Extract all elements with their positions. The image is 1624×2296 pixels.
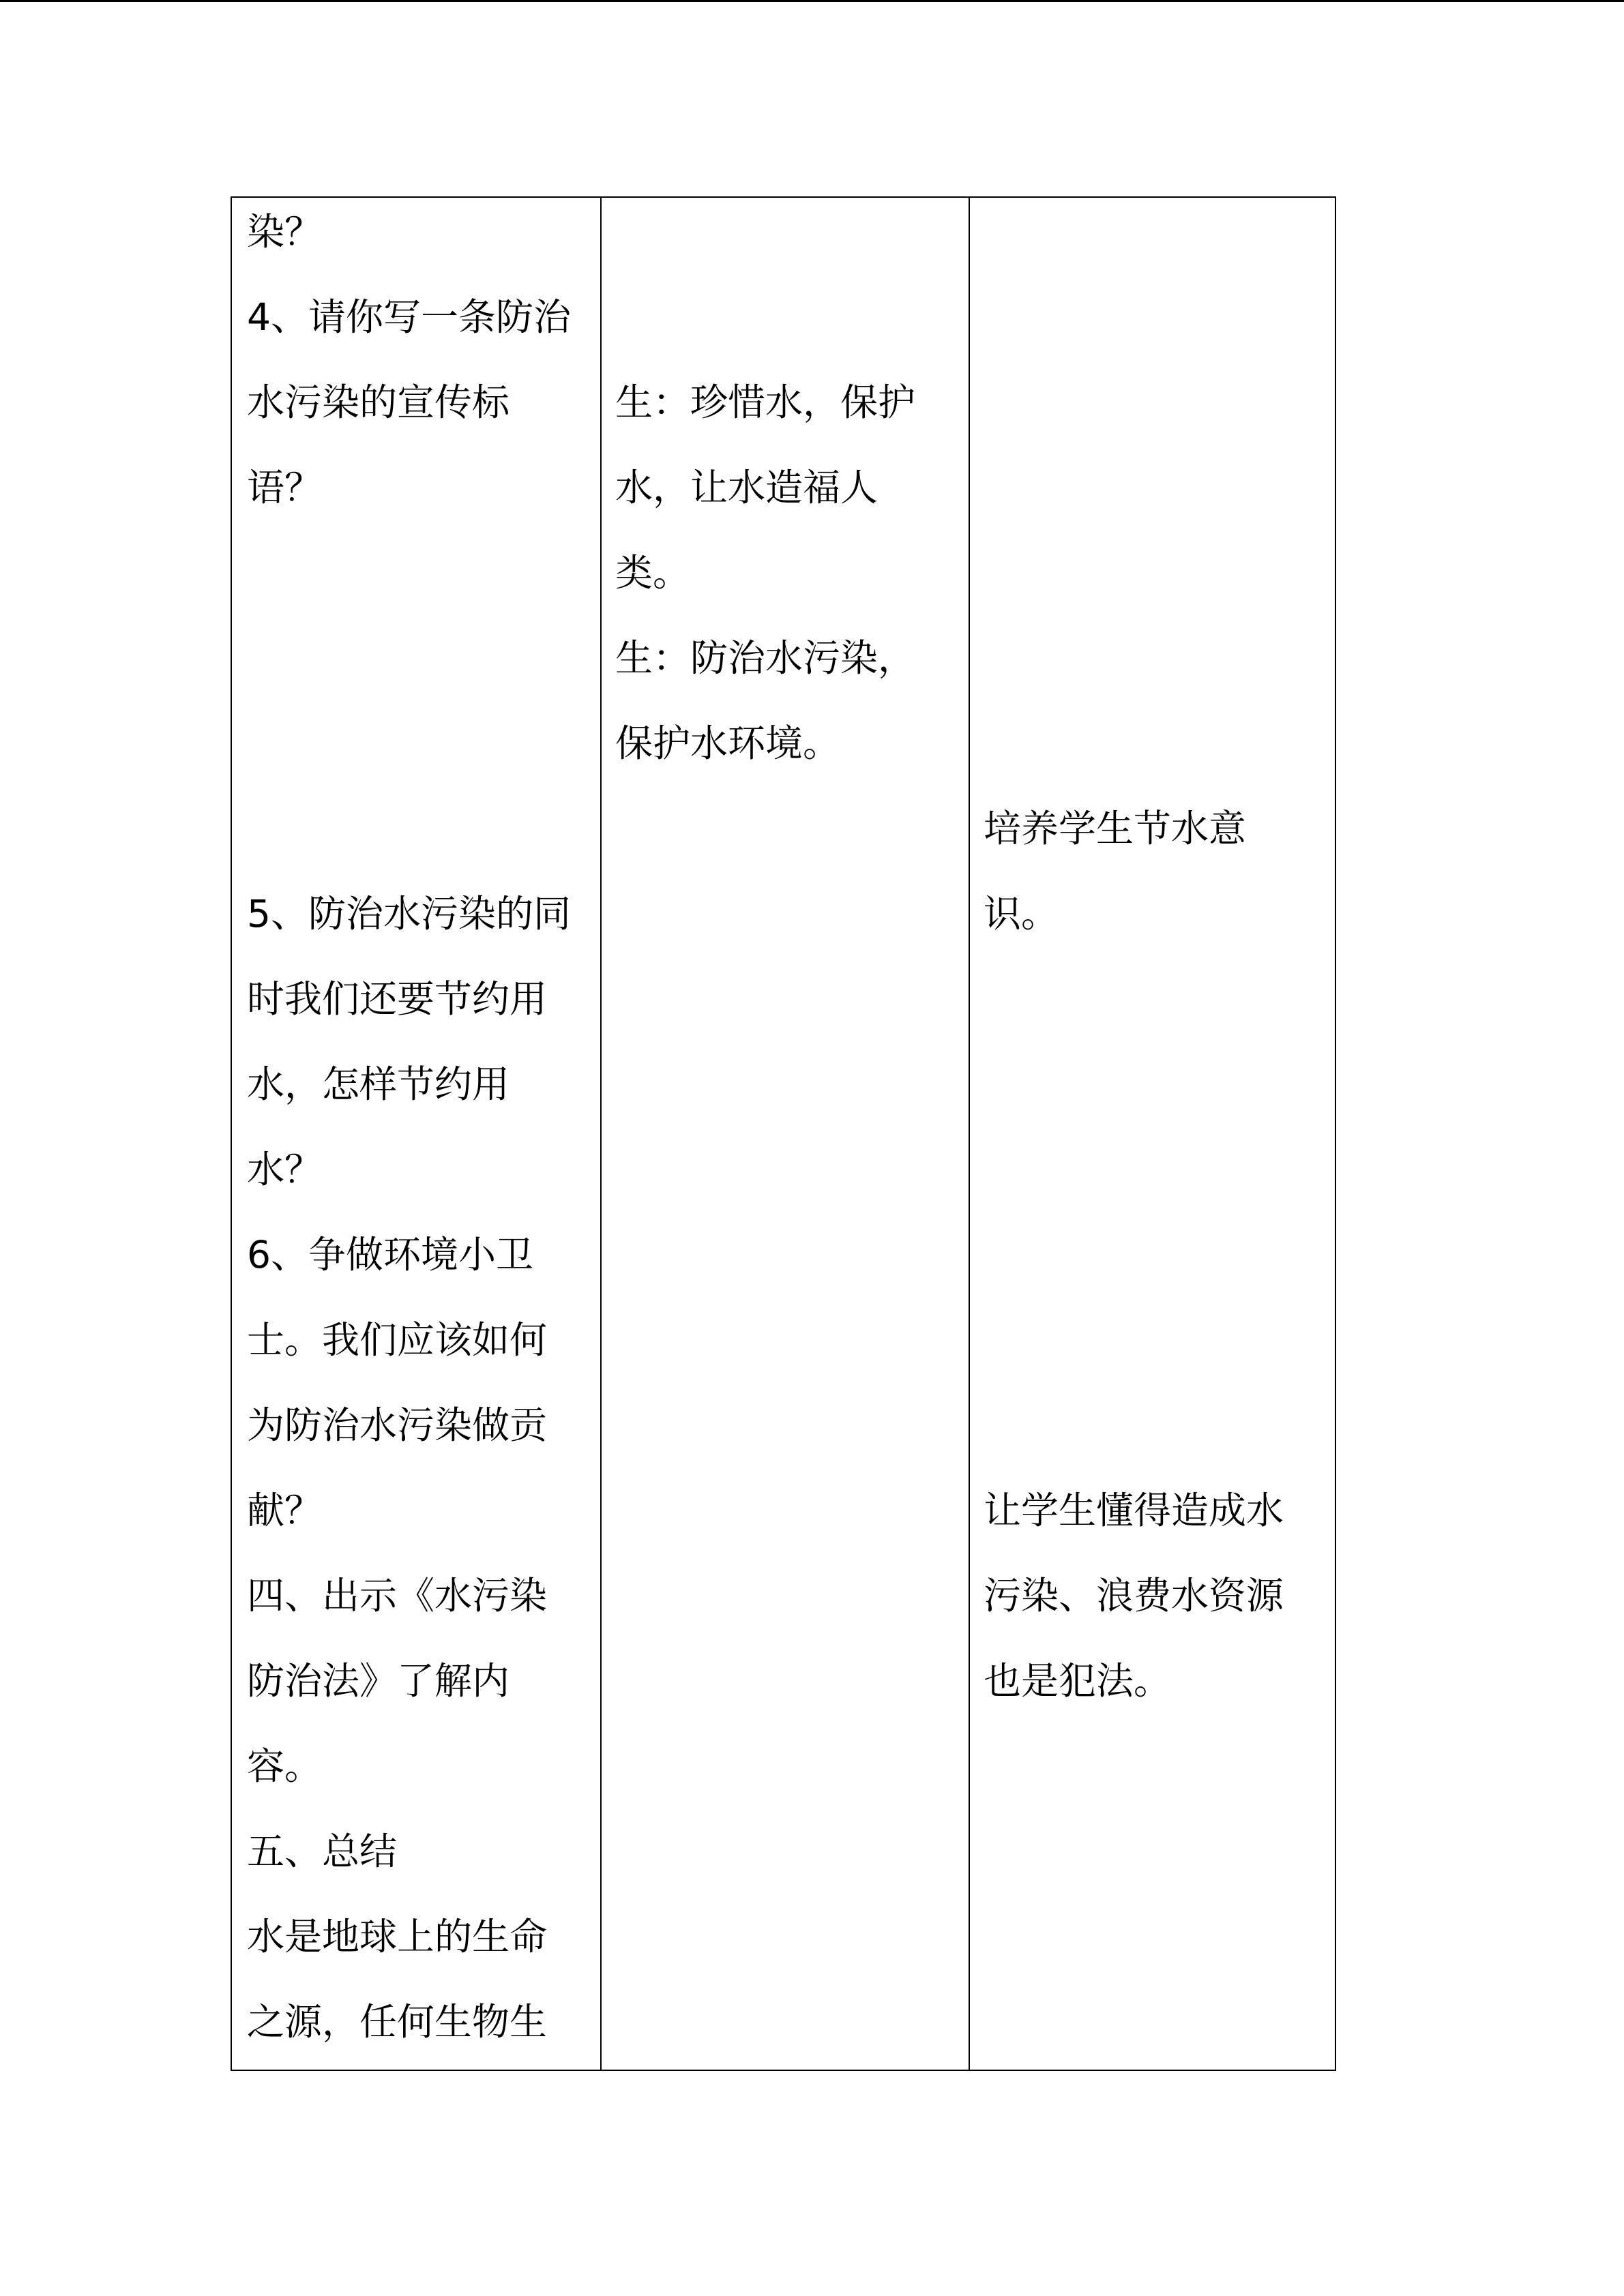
column-divider (600, 198, 602, 2070)
col1-line: 士。我们应该如何 (247, 1318, 548, 1362)
col2-line: 生：防治水污染， (615, 636, 916, 680)
col1-line: 容。 (247, 1744, 323, 1788)
page-top-rule (0, 0, 1624, 2)
column-divider (969, 198, 970, 2070)
col2-line: 生：珍惜水，保护 (615, 381, 916, 424)
col1-line: 四、出示《水污染 (247, 1574, 548, 1617)
col2-line: 保护水环境。 (615, 721, 841, 765)
col1-line: 献？ (247, 1489, 323, 1532)
col3-line: 培养学生节水意 (984, 807, 1247, 850)
col1-line: 水，怎样节约用 (247, 1062, 510, 1106)
lesson-table (231, 196, 1336, 2071)
col3-line: 也是犯法。 (984, 1659, 1172, 1703)
col1-line: 语？ (247, 466, 323, 509)
col1-line: 为防治水污染做贡 (247, 1403, 548, 1447)
col1-line: 五、总结 (247, 1830, 398, 1873)
col1-line: 水是地球上的生命 (247, 1915, 548, 1958)
col1-line: 染？ (247, 210, 323, 254)
col3-line: 让学生懂得造成水 (984, 1489, 1284, 1532)
col2-line: 类。 (615, 551, 691, 595)
col2-line: 水，让水造福人 (615, 466, 879, 509)
col1-line: 6、争做环境小卫 (247, 1233, 533, 1277)
col1-line: 时我们还要节约用 (247, 977, 548, 1021)
col1-line: 水？ (247, 1148, 323, 1191)
col1-line: 水污染的宣传标 (247, 381, 510, 424)
col3-line: 污染、浪费水资源 (984, 1574, 1284, 1617)
col1-line: 5、防治水污染的同 (247, 892, 571, 936)
col1-line: 防治法》了解内 (247, 1659, 510, 1703)
col3-line: 识。 (984, 892, 1059, 936)
col1-line: 4、请你写一条防治 (247, 295, 571, 339)
col1-line: 之源，任何生物生 (247, 2000, 548, 2044)
